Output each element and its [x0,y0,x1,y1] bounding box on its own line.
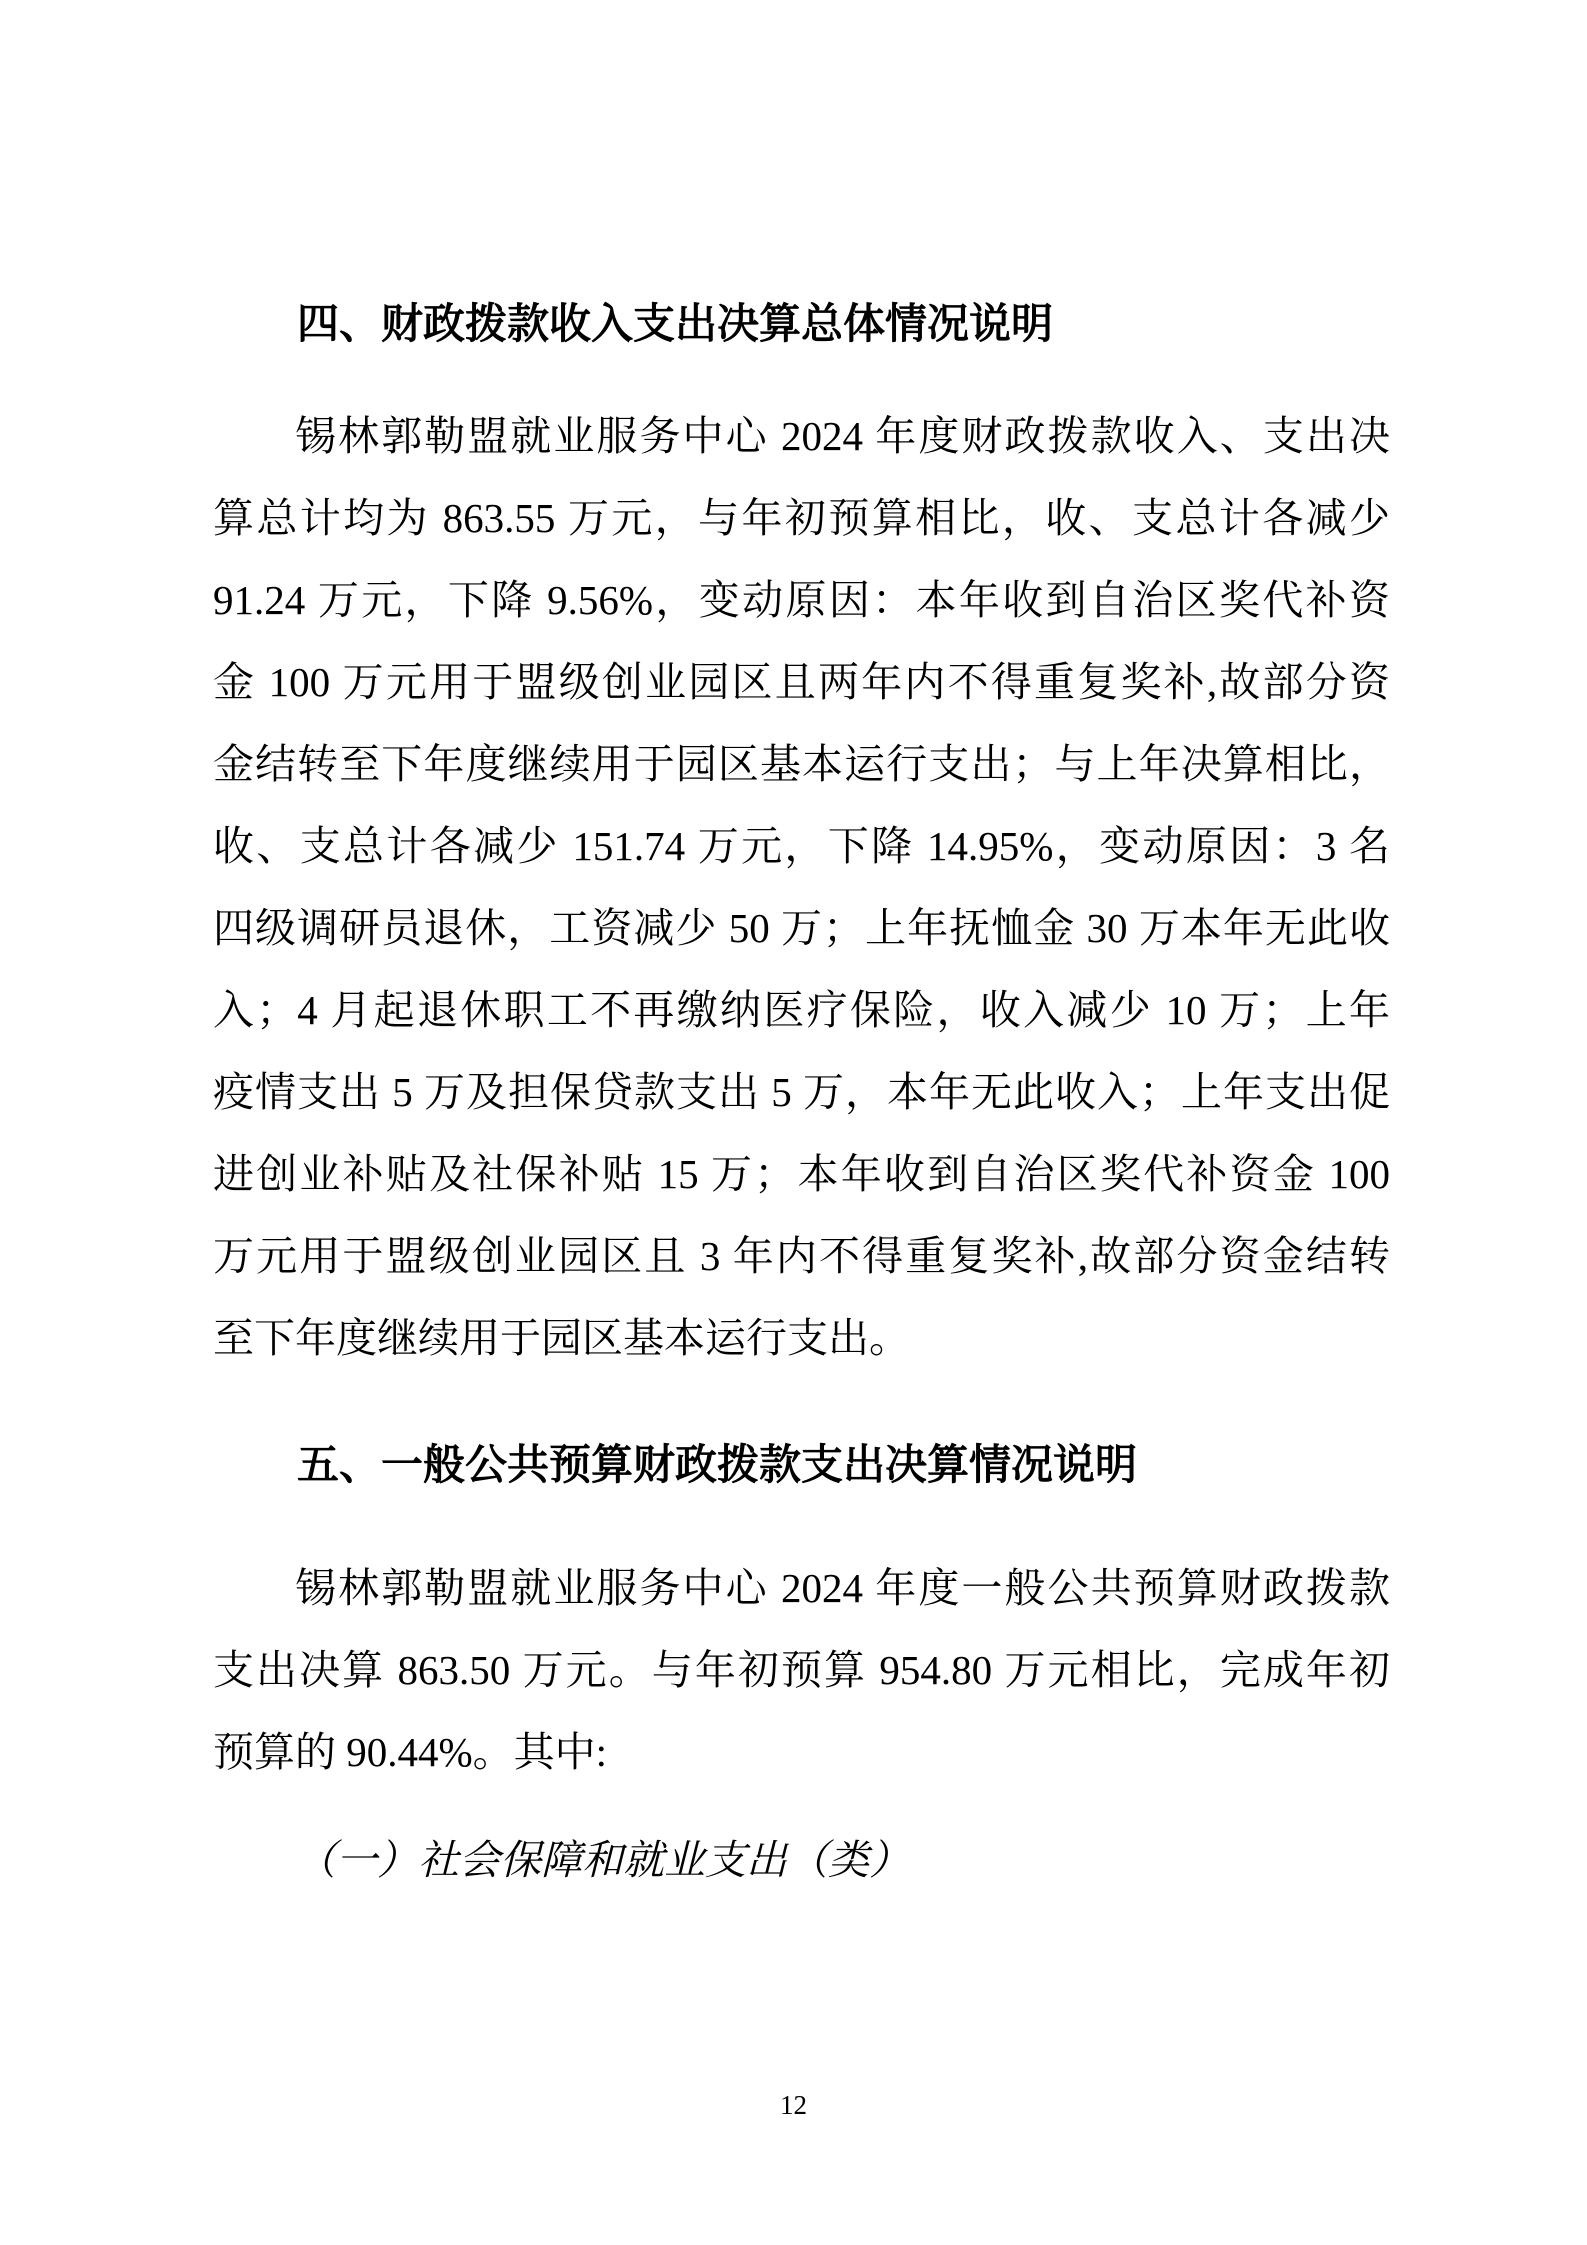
section4-heading: 四、财政拨款收入支出决算总体情况说明 [297,300,1054,347]
subsection-heading: （一）社会保障和就业支出（类） [295,1837,910,1883]
section5-heading: 五、一般公共预算财政拨款支出决算情况说明 [297,1441,1138,1488]
content-area [213,0,1390,1901]
paragraph-line: 支出决算 863.50 万元。与年初预算 954.80 万元相比，完成年初 [213,1647,1390,1693]
paragraph-line: 入；4 月起退休职工不再缴纳医疗保险，收入减少 10 万；上年 [213,987,1390,1033]
paragraph-line: 锡林郭勒盟就业服务中心 2024 年度一般公共预算财政拨款 [295,1565,1390,1611]
paragraph-line: 算总计均为 863.55 万元，与年初预算相比，收、支总计各减少 [213,495,1390,541]
paragraph-line: 收、支总计各减少 151.74 万元，下降 14.95%，变动原因：3 名 [213,823,1390,869]
page-footer [0,2090,1587,2120]
paragraph-line: 至下年度继续用于园区基本运行支出。 [213,1315,910,1361]
paragraph-line: 四级调研员退休，工资减少 50 万；上年抚恤金 30 万本年无此收 [213,905,1390,951]
section4-paragraph [213,395,1390,1379]
paragraph-line: 进创业补贴及社保补贴 15 万；本年收到自治区奖代补资金 100 [213,1151,1390,1197]
paragraph-line: 万元用于盟级创业园区且 3 年内不得重复奖补,故部分资金结转 [213,1233,1390,1279]
paragraph-line: 预算的 90.44%。其中: [213,1729,608,1775]
section5-paragraph [213,1547,1390,1793]
paragraph-line: 金结转至下年度继续用于园区基本运行支出；与上年决算相比， [213,741,1390,787]
paragraph-line: 锡林郭勒盟就业服务中心 2024 年度财政拨款收入、支出决 [295,413,1390,459]
paragraph-line: 金 100 万元用于盟级创业园区且两年内不得重复奖补,故部分资 [213,659,1390,705]
page-number: 12 [780,2090,807,2120]
paragraph-line: 疫情支出 5 万及担保贷款支出 5 万，本年无此收入；上年支出促 [213,1069,1390,1115]
paragraph-line: 91.24 万元，下降 9.56%，变动原因：本年收到自治区奖代补资 [213,577,1390,623]
